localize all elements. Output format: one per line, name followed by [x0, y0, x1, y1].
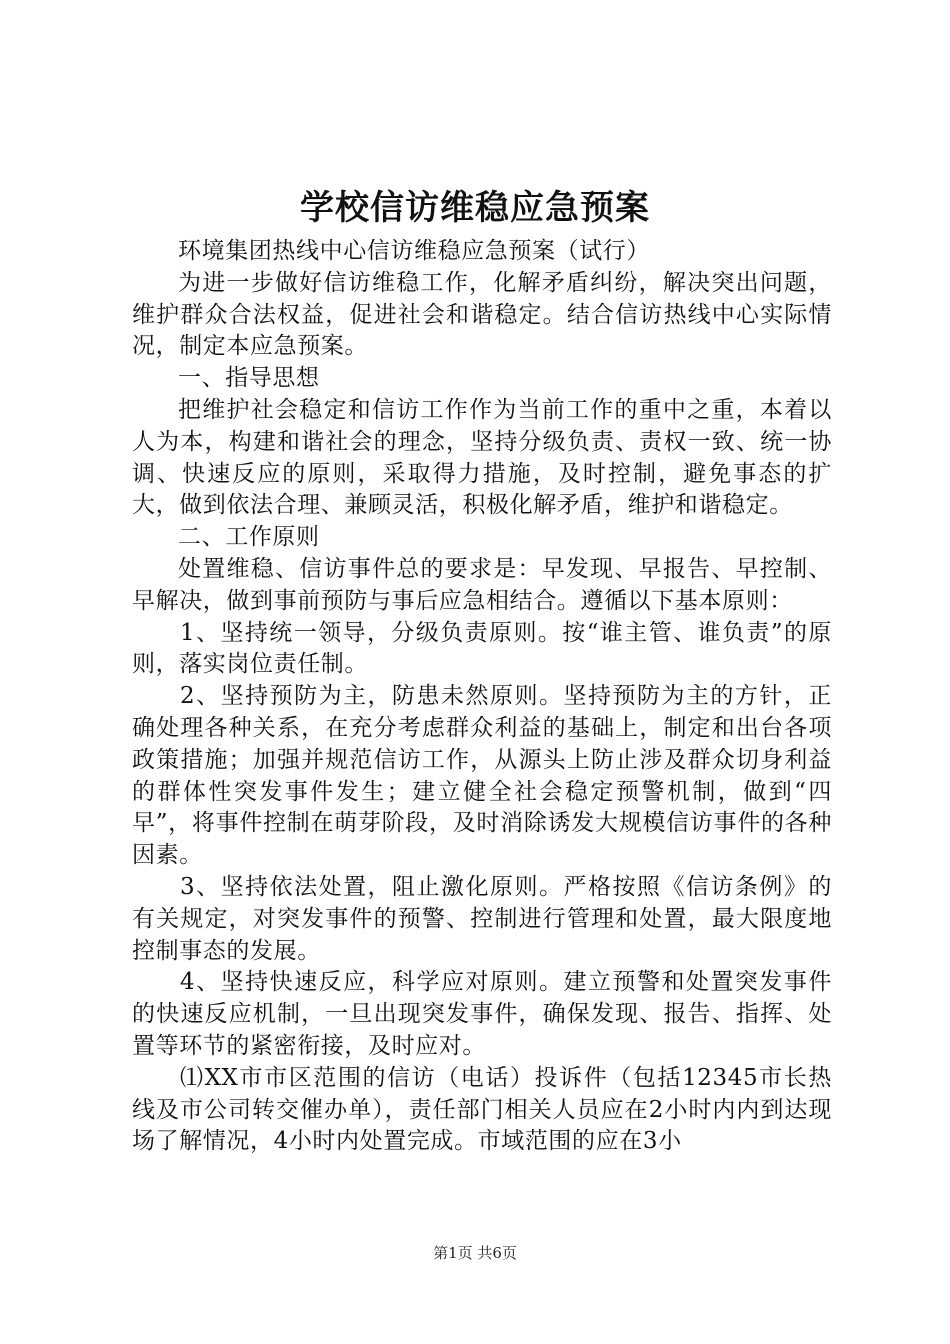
work-principles-paragraph: 处置维稳、信访事件总的要求是：早发现、早报告、早控制、早解决，做到事前预防与事后应急相结合。遵循以下基本原则： — [132, 555, 832, 614]
principle-1-paragraph: 1、坚持统一领导，分级负责原则。按“谁主管、谁负责”的原则，落实岗位责任制。 — [132, 619, 832, 678]
section-heading-work-principles: 二、工作原则 — [178, 524, 320, 551]
subtitle-paragraph: 环境集团热线中心信访维稳应急预案（试行） — [178, 238, 650, 264]
principle-3-paragraph: 3、坚持依法处置，阻止激化原则。严格按照《信访条例》的有关规定，对突发事件的预警、控制进行管理和处置，最大限度地控制事态的发展。 — [132, 873, 832, 964]
document-body — [132, 236, 832, 1158]
item-1-paragraph: ⑴XX市市区范围的信访（电话）投诉件（包括12345市长热线及市公司转交催办单），责任部门相关人员应在2小时内内到达现场了解情况，4小时内处置完成。市域范围的应在3小 — [132, 1064, 832, 1155]
principle-2-paragraph: 2、坚持预防为主，防患未然原则。坚持预防为主的方针，正确处理各种关系，在充分考虑群众利益的基础上，制定和出台各项政策措施；加强并规范信访工作，从源头上防止涉及群众切身利益的群体性突发事件发生；建立健全社会稳定预警机制，做到“四早”，将事件控制在萌芽阶段，及时消除诱发大规模信访事件的各种因素。 — [132, 683, 832, 869]
principle-4-paragraph: 4、坚持快速反应，科学应对原则。建立预警和处置突发事件的快速反应机制，一旦出现突发事件，确保发现、报告、指挥、处置等环节的紧密衔接，及时应对。 — [132, 969, 832, 1059]
section-heading-guiding-ideology: 一、指导思想 — [178, 365, 320, 392]
intro-paragraph: 为进一步做好信访维稳工作，化解矛盾纠纷，解决突出问题，维护群众合法权益，促进社会和谐稳定。结合信访热线中心实际情况，制定本应急预案。 — [132, 269, 832, 360]
page-footer: 第1页 共6页 — [433, 1244, 517, 1262]
document-title: 学校信访维稳应急预案 — [300, 188, 650, 228]
guiding-ideology-paragraph: 把维护社会稳定和信访工作作为当前工作的重中之重，本着以人为本，构建和谐社会的理念，坚持分级负责、责权一致、统一协调、快速反应的原则，采取得力措施，及时控制，避免事态的扩大，做到依法合理、兼顾灵活，积极化解矛盾，维护和谐稳定。 — [132, 396, 832, 519]
